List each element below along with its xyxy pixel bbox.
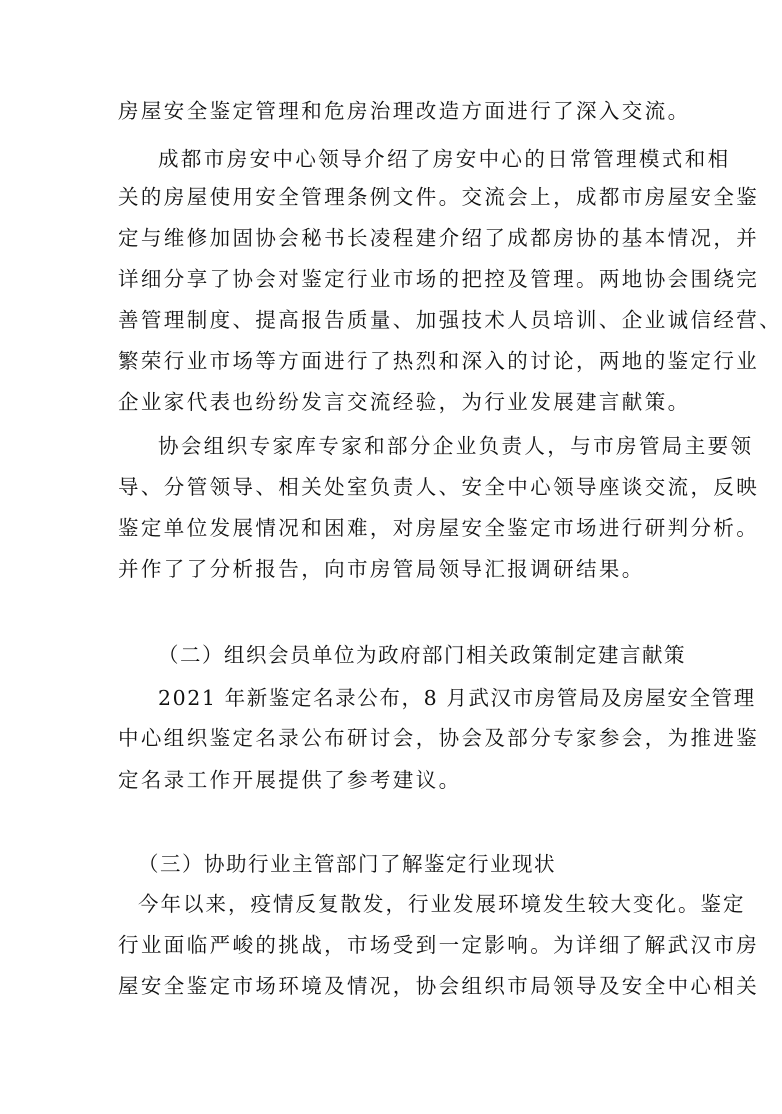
paragraph-line: 鉴定单位发展情况和困难，对房屋安全鉴定市场进行研判分析。	[118, 516, 760, 540]
paragraph-line: 企业家代表也纷纷发言交流经验，为行业发展建言献策。	[118, 390, 691, 414]
paragraph-line: 房屋安全鉴定管理和危房治理改造方面进行了深入交流。	[118, 99, 691, 123]
paragraph-line: 中心组织鉴定名录公布研讨会，协会及部分专家参会，为推进鉴	[118, 726, 760, 750]
section-heading: （二）组织会员单位为政府部门相关政策制定建言献策	[158, 643, 686, 667]
paragraph-line: 定名录工作开展提供了参考建议。	[118, 768, 462, 792]
paragraph-line: 详细分享了协会对鉴定行业市场的把控及管理。两地协会围绕完	[118, 267, 760, 291]
paragraph-line: 屋安全鉴定市场环境及情况，协会组织市局领导及安全中心相关	[118, 974, 760, 998]
paragraph-line: 并作了了分析报告，向市房管局领导汇报调研结果。	[118, 557, 645, 581]
paragraph-line: 善管理制度、提高报告质量、加强技术人员培训、企业诚信经营、	[118, 308, 782, 332]
paragraph-line: 定与维修加固协会秘书长凌程建介绍了成都房协的基本情况，并	[118, 226, 760, 250]
paragraph-line: 行业面临严峻的挑战，市场受到一定影响。为详细了解武汉市房	[118, 933, 760, 957]
paragraph-line: 2021 年新鉴定名录公布，8 月武汉市房管局及房屋安全管理	[158, 686, 756, 710]
paragraph-line: 关的房屋使用安全管理条例文件。交流会上，成都市房屋安全鉴	[118, 185, 760, 209]
paragraph-line: 导、分管领导、相关处室负责人、安全中心领导座谈交流，反映	[118, 475, 760, 499]
section-heading: （三）协助行业主管部门了解鉴定行业现状	[138, 852, 556, 876]
paragraph-line: 协会组织专家库专家和部分企业负责人，与市房管局主要领	[158, 434, 754, 458]
paragraph-line: 今年以来，疫情反复散发，行业发展环境发生较大变化。鉴定	[138, 892, 746, 916]
paragraph-line: 繁荣行业市场等方面进行了热烈和深入的讨论，两地的鉴定行业	[118, 349, 760, 373]
paragraph-line: 成都市房安中心领导介绍了房安中心的日常管理模式和相	[158, 147, 731, 171]
